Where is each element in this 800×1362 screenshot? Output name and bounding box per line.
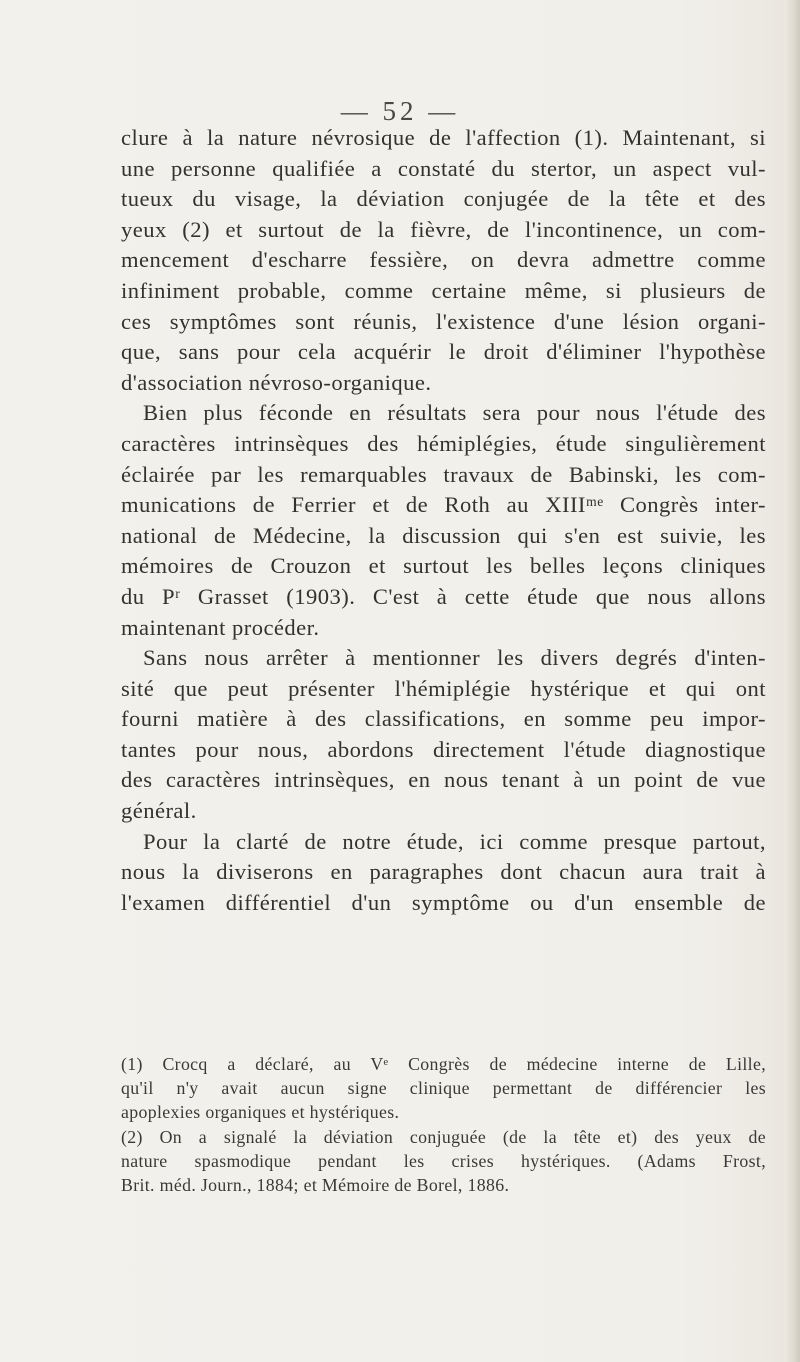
text-line: nous la diviserons en paragraphes dont chacun aura trait à	[121, 859, 766, 885]
page-number: — 52 —	[340, 96, 460, 126]
page-edge-shadow	[784, 0, 800, 1362]
footnote-line: nature spasmodique pendant les crises hystériques. (Adams Frost,	[121, 1151, 766, 1172]
text-line: munications de Ferrier et de Roth au XIIIᵐᵉ Congrès inter-	[121, 492, 766, 518]
text-line: une personne qualifiée a constaté du stertor, un aspect vul-	[121, 155, 766, 181]
text-line: national de Médecine, la discussion qui s'en est suivie, les	[121, 522, 766, 548]
footnote	[121, 1126, 766, 1197]
text-line: sité que peut présenter l'hémiplégie hystérique et qui ont	[121, 675, 766, 701]
paragraph	[121, 398, 766, 643]
text-line: tueux du visage, la déviation conjugée de la tête et des	[121, 186, 766, 212]
text-line: maintenant procéder.	[121, 614, 320, 640]
body-text	[121, 123, 766, 918]
text-line: Bien plus féconde en résultats sera pour nous l'étude des	[143, 400, 766, 426]
text-line: fourni matière à des classifications, en somme peu impor-	[121, 706, 766, 732]
text-line: l'examen différentiel d'un symptôme ou d'un ensemble de	[121, 889, 766, 915]
text-line: Pour la clarté de notre étude, ici comme presque partout,	[143, 828, 766, 854]
text-line: mencement d'escharre fessière, on devra admettre comme	[121, 247, 766, 273]
text-line: du Pʳ Grasset (1903). C'est à cette étude que nous allons	[121, 583, 766, 609]
text-line: Sans nous arrêter à mentionner les divers degrés d'inten-	[143, 645, 766, 671]
footnote-line: Brit. méd. Journ., 1884; et Mémoire de Borel, 1886.	[121, 1174, 510, 1195]
text-line: infiniment probable, comme certaine même, si plusieurs de	[121, 277, 766, 303]
text-line: des caractères intrinsèques, en nous tenant à un point de vue	[121, 767, 766, 793]
paragraph	[121, 643, 766, 827]
footnote-line: (2) On a signalé la déviation conjuguée (de la tête et) des yeux de	[121, 1127, 766, 1148]
text-line: mémoires de Crouzon et surtout les belles leçons cliniques	[121, 553, 766, 579]
footnotes	[121, 1053, 766, 1198]
footnote-line: apoplexies organiques et hystériques.	[121, 1101, 400, 1122]
text-line: yeux (2) et surtout de la fièvre, de l'incontinence, un com-	[121, 216, 766, 242]
text-line: tantes pour nous, abordons directement l'étude diagnostique	[121, 736, 766, 762]
footnote-line: qu'il n'y avait aucun signe clinique permettant de différencier les	[121, 1077, 766, 1098]
text-line: éclairée par les remarquables travaux de Babinski, les com-	[121, 461, 766, 487]
text-line: ces symptômes sont réunis, l'existence d'une lésion organi-	[121, 308, 766, 334]
text-line: que, sans pour cela acquérir le droit d'éliminer l'hypothèse	[121, 339, 766, 365]
text-line: général.	[121, 798, 197, 824]
paragraph	[121, 827, 766, 919]
footnote-line: (1) Crocq a déclaré, au Vᵉ Congrès de médecine interne de Lille,	[121, 1054, 766, 1074]
paragraph	[121, 123, 766, 398]
text-line: caractères intrinsèques des hémiplégies, étude singulièrement	[121, 430, 766, 456]
footnote	[121, 1053, 766, 1124]
text-line: d'association névroso-organique.	[121, 369, 432, 395]
text-line: clure à la nature névrosique de l'affection (1). Maintenant, si	[121, 125, 766, 150]
